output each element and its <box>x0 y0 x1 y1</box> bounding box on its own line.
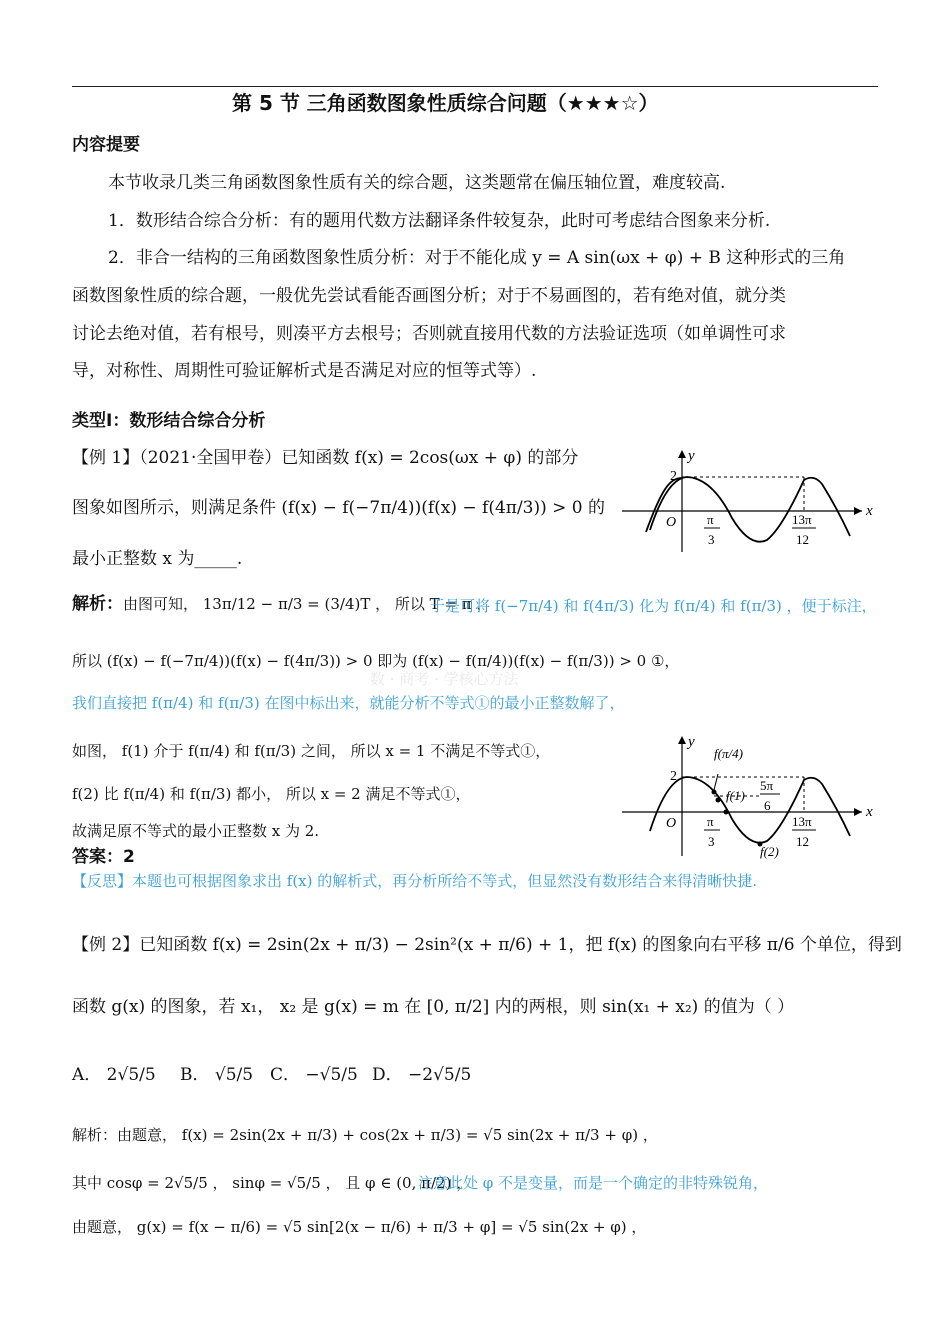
solution2-line-3: 由题意， g(x) = f(x − π/6) = √5 sin[2(x − π/6) + π/3 + φ] = √5 sin(2x + φ) ， <box>72 1218 647 1236</box>
graph1-y-tick: 2 <box>670 469 677 484</box>
solution1-line-2: 所以 (f(x) − f(−7π/4))(f(x) − f(4π/3)) > 0 即为 (f(x) − f(π/4))(f(x) − f(π/3)) > 0 ①， <box>72 652 680 670</box>
graph1-x-label: x <box>866 503 873 519</box>
solution1-line-4: 如图， f(1) 介于 f(π/4) 和 f(π/3) 之间， 所以 x = 1 不满足不等式①， <box>72 742 551 760</box>
graph2-tick-a-num: π <box>707 814 714 829</box>
reflection1: 【反思】本题也可根据图象求出 f(x) 的解析式，再分析所给不等式，但显然没有数形结合来得清晰快捷. <box>72 872 758 890</box>
example1-line1: 【例 1】（2021·全国甲卷）已知函数 f(x) = 2cos(ωx + φ) 的部分 <box>72 448 579 468</box>
example1-line2: 图象如图所示，则满足条件 (f(x) − f(−7π/4))(f(x) − f(4π/3)) > 0 的 <box>72 498 606 518</box>
graph2-x-label: x <box>866 804 873 820</box>
example2-option-b: B． √5/5 <box>180 1065 254 1085</box>
graph2-y-label: y <box>688 734 695 750</box>
graph2-curve <box>650 777 850 843</box>
graph1-tick-b-den: 12 <box>796 532 809 547</box>
answer1: 答案：2 <box>72 847 135 867</box>
example2-option-c: C． −√5/5 <box>270 1065 358 1085</box>
summary-heading: 内容提要 <box>72 135 140 155</box>
summary-point-2b: 函数图象性质的综合题，一般优先尝试看能否画图分析；对于不易画图的，若有绝对值，就分类 <box>72 286 786 306</box>
solution1-line-3: 我们直接把 f(π/4) 和 f(π/3) 在图中标出来，就能分析不等式①的最小正整数解了， <box>72 694 625 712</box>
graph2-origin: O <box>666 816 677 831</box>
summary-point-2a: 2．非合一结构的三角函数图象性质分析：对于不能化成 y = A sin(ωx + φ) + B 这种形式的三角 <box>108 248 846 268</box>
graph2-tick-a-den: 3 <box>708 834 715 849</box>
type1-heading: 类型Ⅰ：数形结合综合分析 <box>72 411 266 431</box>
graph2-label-fpi4: f(π/4) <box>714 746 743 761</box>
graph2-tick-b-num: 13π <box>792 814 812 829</box>
graph2-x-arrow <box>854 808 862 816</box>
example2-option-d: D． −2√5/5 <box>372 1065 472 1085</box>
graph2-y-arrow <box>678 736 686 744</box>
example1-line3: 最小正整数 x 为_____. <box>72 549 243 569</box>
example2-option-a: A． 2√5/5 <box>72 1065 156 1085</box>
graph2-point-fpi4 <box>712 790 717 795</box>
graph2-y-tick: 2 <box>670 769 677 784</box>
example2-line2: 函数 g(x) 的图象，若 x₁， x₂ 是 g(x) = m 在 [0, π/2] 内的两根，则 sin(x₁ + x₂) 的值为（ ） <box>72 997 795 1017</box>
solution1-line-6: 故满足原不等式的最小正整数 x 为 2. <box>72 822 320 840</box>
graph1-tick-b-num: 13π <box>792 512 812 527</box>
graph1-tick-a-den: 3 <box>708 532 715 547</box>
top-rule <box>72 86 878 87</box>
summary-point-2c: 讨论去绝对值，若有根号，则凑平方去根号；否则就直接用代数的方法验证选项（如单调性可求 <box>72 324 786 344</box>
graph1-curve <box>650 477 850 542</box>
graph2-tick-b-den: 12 <box>796 834 809 849</box>
solution1-label-text: 解析： <box>72 594 123 614</box>
solution2-line-2b: 注意此处 φ 不是变量，而是一个确定的非特殊锐角， <box>418 1174 769 1192</box>
graph2-label-f1: f(1) <box>726 788 745 803</box>
solution1-line-5: f(2) 比 f(π/4) 和 f(π/3) 都小， 所以 x = 2 满足不等式①， <box>72 785 471 803</box>
page-title: 第 5 节 三角函数图象性质综合问题（★★★☆） <box>232 91 659 115</box>
summary-point-2d: 导，对称性、周期性可验证解析式是否满足对应的恒等式等）. <box>72 361 537 381</box>
graph2-point-fpi3 <box>724 810 729 815</box>
graph2-point-f1 <box>716 798 721 803</box>
watermark: 数 · 商考 · 学核心方法 <box>370 670 519 688</box>
graph1-y-arrow <box>678 450 686 458</box>
graph1-x-arrow <box>854 507 862 515</box>
graph-1 <box>622 448 882 558</box>
graph1-origin: O <box>666 515 677 530</box>
solution1-line-a: 由图可知， 13π/12 − π/3 = (3/4)T ， 所以 T = π ， <box>123 595 492 613</box>
solution2-line-1: 解析：由题意， f(x) = 2sin(2x + π/3) + cos(2x + π/3) = √5 sin(2x + π/3 + φ) ， <box>72 1126 658 1144</box>
solution2-line-2a: 其中 cosφ = 2√5/5 ， sinφ = √5/5 ， 且 φ ∈ (0, π/2) ， <box>72 1174 472 1192</box>
graph2-label-f2: f(2) <box>760 844 779 859</box>
graph2-tick-c-den: 6 <box>764 798 771 813</box>
summary-point-1: 1．数形结合综合分析：有的题用代数方法翻译条件较复杂，此时可考虑结合图象来分析. <box>108 211 771 231</box>
graph2-tick-c-num: 5π <box>760 778 774 793</box>
example2-line1: 【例 2】已知函数 f(x) = 2sin(2x + π/3) − 2sin²(x + π/6) + 1，把 f(x) 的图象向右平移 π/6 个单位，得到 <box>72 935 902 955</box>
summary-intro: 本节收录几类三角函数图象性质有关的综合题，这类题常在偏压轴位置，难度较高. <box>108 173 726 193</box>
graph1-tick-a-num: π <box>707 512 714 527</box>
solution1-label <box>72 593 491 615</box>
solution1-line-b: 于是可将 f(−7π/4) 和 f(4π/3) 化为 f(π/4) 和 f(π/3) ，便于标注， <box>430 597 877 615</box>
graph-2 <box>622 734 882 864</box>
graph1-y-label: y <box>688 448 695 464</box>
